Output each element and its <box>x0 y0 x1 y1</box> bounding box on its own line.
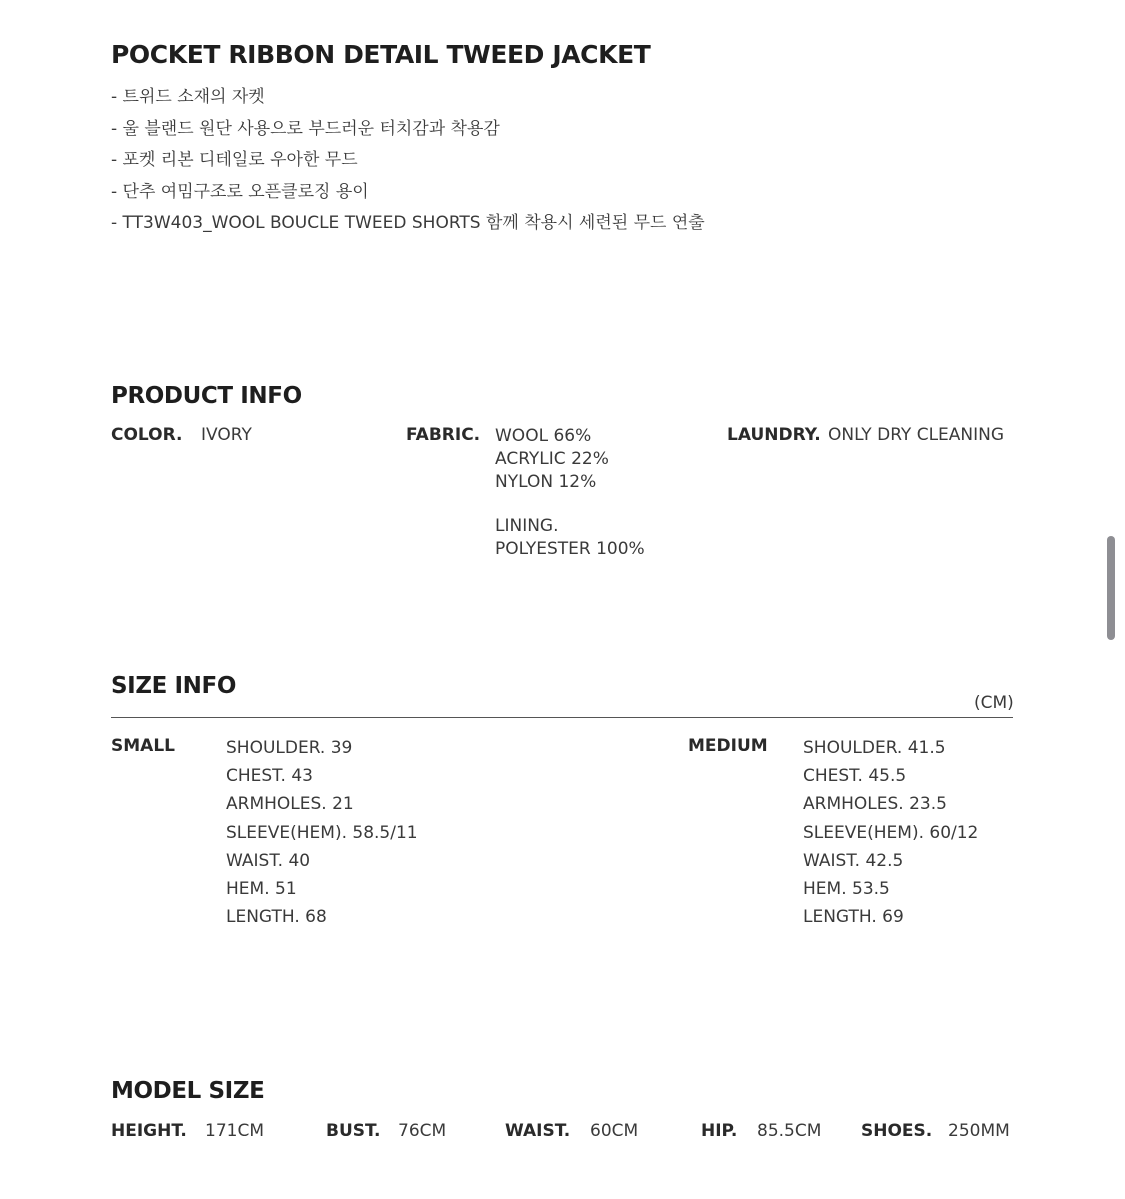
description-item: - 트위드 소재의 자켓 <box>111 87 265 107</box>
fabric-composition <box>495 425 609 494</box>
shoes-value: 250MM <box>948 1121 1010 1141</box>
measurement-item: SHOULDER. 41.5 <box>803 738 946 758</box>
fabric-line: WOOL 66% <box>495 426 592 446</box>
shoes-label: SHOES. <box>861 1121 933 1141</box>
bust-value: 76CM <box>398 1121 447 1141</box>
measurement-item: CHEST. 43 <box>226 766 313 787</box>
description-list <box>111 85 705 243</box>
color-label: COLOR. <box>111 425 183 445</box>
laundry-value: ONLY DRY CLEANING <box>828 425 1005 445</box>
medium-measurements <box>803 736 978 933</box>
lining-value: POLYESTER 100% <box>495 539 645 559</box>
description-item: - 울 블랜드 원단 사용으로 부드러운 터치감과 착용감 <box>111 118 500 139</box>
size-unit: (CM) <box>974 693 1014 713</box>
measurement-item: SLEEVE(HEM). 60/12 <box>803 822 979 843</box>
measurement-item: ARMHOLES. 23.5 <box>803 794 947 815</box>
size-name-medium: MEDIUM <box>688 736 768 756</box>
laundry-label: LAUNDRY. <box>727 425 821 445</box>
measurement-item: HEM. 53.5 <box>803 878 890 899</box>
waist-label: WAIST. <box>505 1121 571 1141</box>
measurement-item: SLEEVE(HEM). 58.5/11 <box>226 822 418 843</box>
waist-value: 60CM <box>590 1121 639 1141</box>
measurement-item: SHOULDER. 39 <box>226 738 353 758</box>
measurement-item: WAIST. 42.5 <box>803 850 904 871</box>
fabric-line: NYLON 12% <box>495 472 597 492</box>
small-measurements <box>226 736 418 933</box>
bust-label: BUST. <box>326 1121 381 1141</box>
measurement-item: HEM. 51 <box>226 878 297 899</box>
height-label: HEIGHT. <box>111 1121 187 1141</box>
description-item: - 포켓 리본 디테일로 우아한 무드 <box>111 150 358 170</box>
description-item: - TT3W403_WOOL BOUCLE TWEED SHORTS 함께 착용시 세련된 무드 연출 <box>111 213 705 233</box>
fabric-label: FABRIC. <box>406 425 481 445</box>
scrollbar-thumb[interactable] <box>1107 536 1115 640</box>
size-info-divider <box>111 717 1013 718</box>
product-title: POCKET RIBBON DETAIL TWEED JACKET <box>111 40 651 69</box>
size-info-heading: SIZE INFO <box>111 673 236 699</box>
lining-label: LINING. <box>495 516 559 536</box>
fabric-line: ACRYLIC 22% <box>495 449 609 469</box>
color-value: IVORY <box>201 425 252 445</box>
measurement-item: WAIST. 40 <box>226 850 311 871</box>
product-info-heading: PRODUCT INFO <box>111 383 302 409</box>
measurement-item: LENGTH. 68 <box>226 907 327 928</box>
hip-label: HIP. <box>701 1121 738 1141</box>
model-size-heading: MODEL SIZE <box>111 1078 265 1104</box>
height-value: 171CM <box>205 1121 264 1141</box>
hip-value: 85.5CM <box>757 1121 822 1141</box>
size-name-small: SMALL <box>111 736 175 756</box>
measurement-item: CHEST. 45.5 <box>803 766 907 787</box>
measurement-item: LENGTH. 69 <box>803 907 904 928</box>
description-item: - 단추 여밈구조로 오픈클로징 용이 <box>111 181 369 202</box>
measurement-item: ARMHOLES. 21 <box>226 794 354 815</box>
lining-info <box>495 515 645 561</box>
